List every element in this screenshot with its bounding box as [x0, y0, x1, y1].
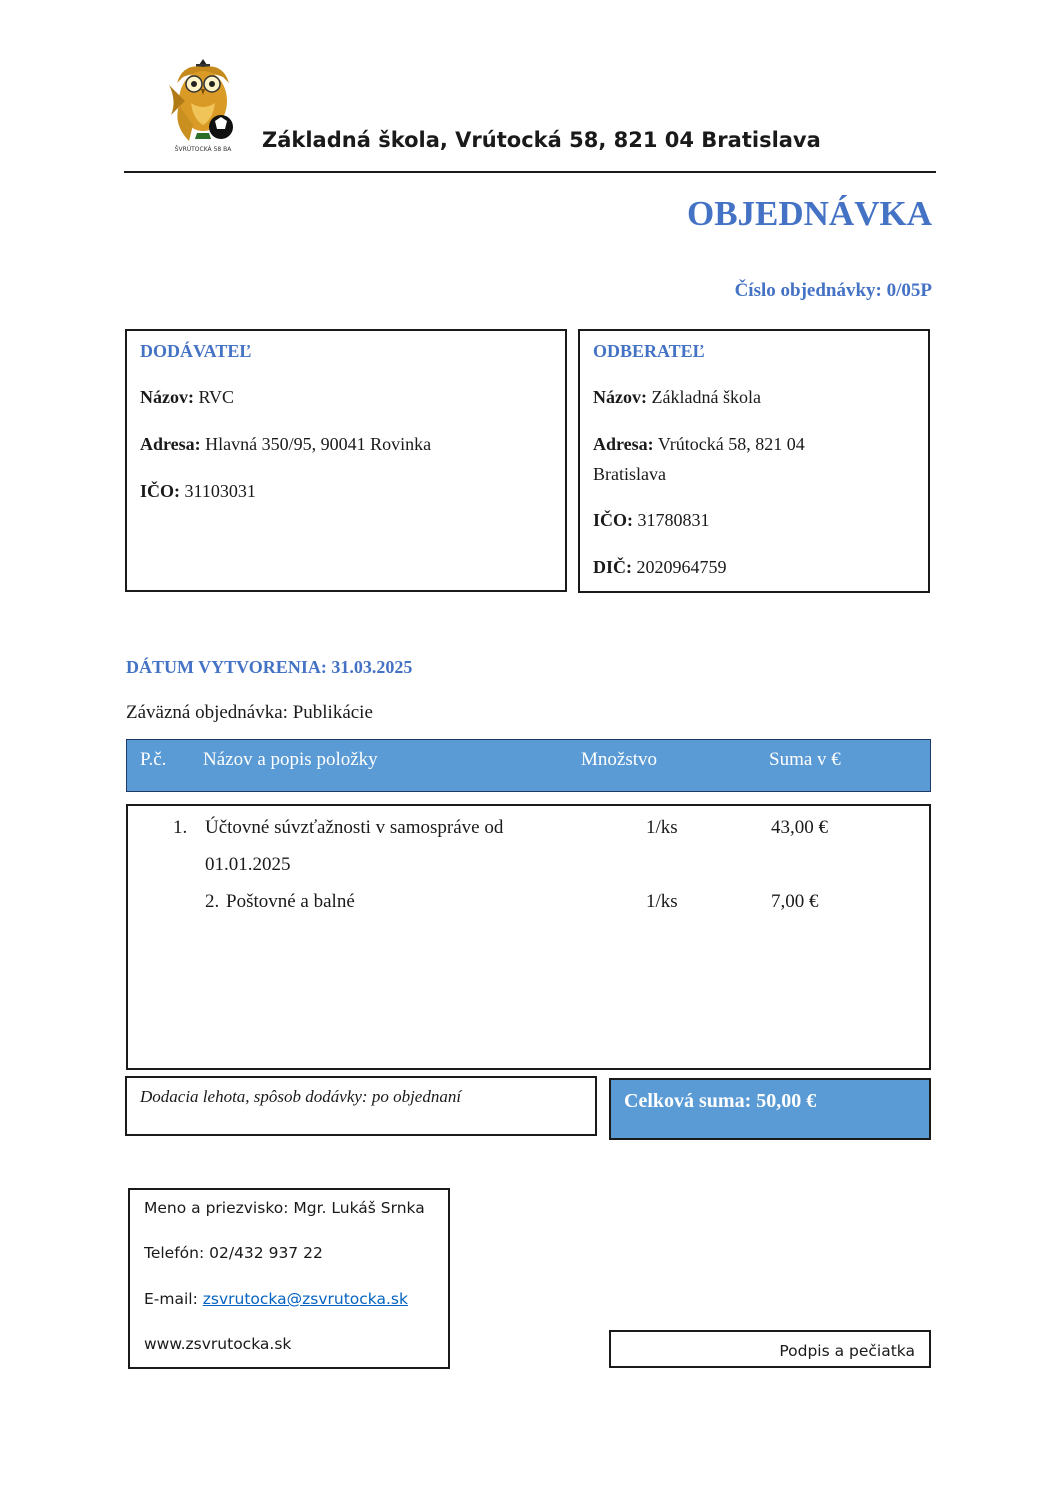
row-description-continued: 01.01.2025	[205, 854, 291, 875]
document-title: OBJEDNÁVKA	[686, 194, 932, 233]
binding-order-text: Záväzná objednávka: Publikácie	[126, 702, 373, 723]
school-logo	[163, 55, 243, 153]
header-divider	[124, 171, 936, 173]
supplier-name-label: Názov:	[140, 387, 194, 407]
column-header-description: Názov a popis položky	[203, 749, 378, 770]
signature-box	[609, 1330, 931, 1368]
row-description: Účtovné súvzťažnosti v samospráve od	[205, 817, 504, 838]
supplier-address-label: Adresa:	[140, 434, 201, 454]
customer-heading: ODBERATEĽ	[593, 341, 705, 361]
customer-address	[593, 429, 805, 489]
items-table-header	[126, 739, 931, 792]
creation-date: DÁTUM VYTVORENIA: 31.03.2025	[126, 657, 413, 677]
contact-web: www.zsvrutocka.sk	[144, 1335, 292, 1353]
supplier-ico-label: IČO:	[140, 481, 180, 501]
customer-ico-label: IČO:	[593, 510, 633, 530]
customer-dic	[593, 552, 727, 582]
order-number-value: 0/05P	[886, 280, 932, 301]
contact-box	[128, 1188, 450, 1369]
customer-box	[578, 329, 930, 593]
customer-dic-value: 2020964759	[636, 557, 727, 577]
supplier-name-value: RVC	[198, 387, 235, 407]
customer-address-label: Adresa:	[593, 434, 654, 454]
total-sum-box	[609, 1078, 931, 1140]
supplier-name	[140, 382, 234, 412]
row-number: 1.	[173, 817, 188, 838]
supplier-address-value: Hlavná 350/95, 90041 Rovinka	[205, 434, 432, 454]
column-header-quantity: Množstvo	[581, 749, 657, 770]
column-header-sum: Suma v €	[769, 749, 841, 770]
delivery-terms-box	[125, 1076, 597, 1136]
customer-name-value: Základná škola	[651, 387, 761, 407]
items-table-body	[126, 804, 931, 1070]
customer-dic-label: DIČ:	[593, 557, 632, 577]
supplier-address	[140, 429, 431, 459]
signature-label: Podpis a pečiatka	[779, 1342, 915, 1360]
supplier-ico-value: 31103031	[184, 481, 256, 501]
row-quantity: 1/ks	[646, 817, 678, 838]
supplier-box	[125, 329, 567, 592]
row-sum: 43,00 €	[771, 817, 828, 838]
supplier-ico	[140, 476, 256, 506]
contact-phone: Telefón: 02/432 937 22	[144, 1244, 323, 1262]
total-sum: Celková suma: 50,00 €	[624, 1090, 817, 1112]
contact-name: Meno a priezvisko: Mgr. Lukáš Srnka	[144, 1199, 425, 1217]
order-number-label: Číslo objednávky:	[734, 280, 882, 301]
supplier-heading: DODÁVATEĽ	[140, 341, 252, 361]
email-link[interactable]: zsvrutocka@zsvrutocka.sk	[202, 1290, 408, 1308]
customer-address-value: Vrútocká 58, 821 04	[657, 434, 805, 454]
order-number	[735, 280, 932, 302]
customer-address-value-line2: Bratislava	[593, 464, 666, 484]
email-label: E-mail:	[144, 1290, 198, 1308]
customer-ico	[593, 505, 710, 535]
column-header-number: P.č.	[140, 749, 167, 770]
delivery-terms: Dodacia lehota, spôsob dodávky: po objednaní	[140, 1087, 462, 1106]
logo-caption: ŠVRÚTOCKÁ 58 BA	[174, 146, 232, 153]
customer-name-label: Názov:	[593, 387, 647, 407]
customer-name	[593, 382, 761, 412]
school-name-heading: Základná škola, Vrútocká 58, 821 04 Bratislava	[262, 128, 821, 152]
row-number: 2.	[205, 891, 220, 912]
row-quantity: 1/ks	[646, 891, 678, 912]
row-sum: 7,00 €	[771, 891, 819, 912]
contact-email	[144, 1290, 408, 1308]
row-description: Poštovné a balné	[226, 891, 355, 912]
customer-ico-value: 31780831	[637, 510, 710, 530]
owl-emblem-icon	[169, 59, 233, 141]
